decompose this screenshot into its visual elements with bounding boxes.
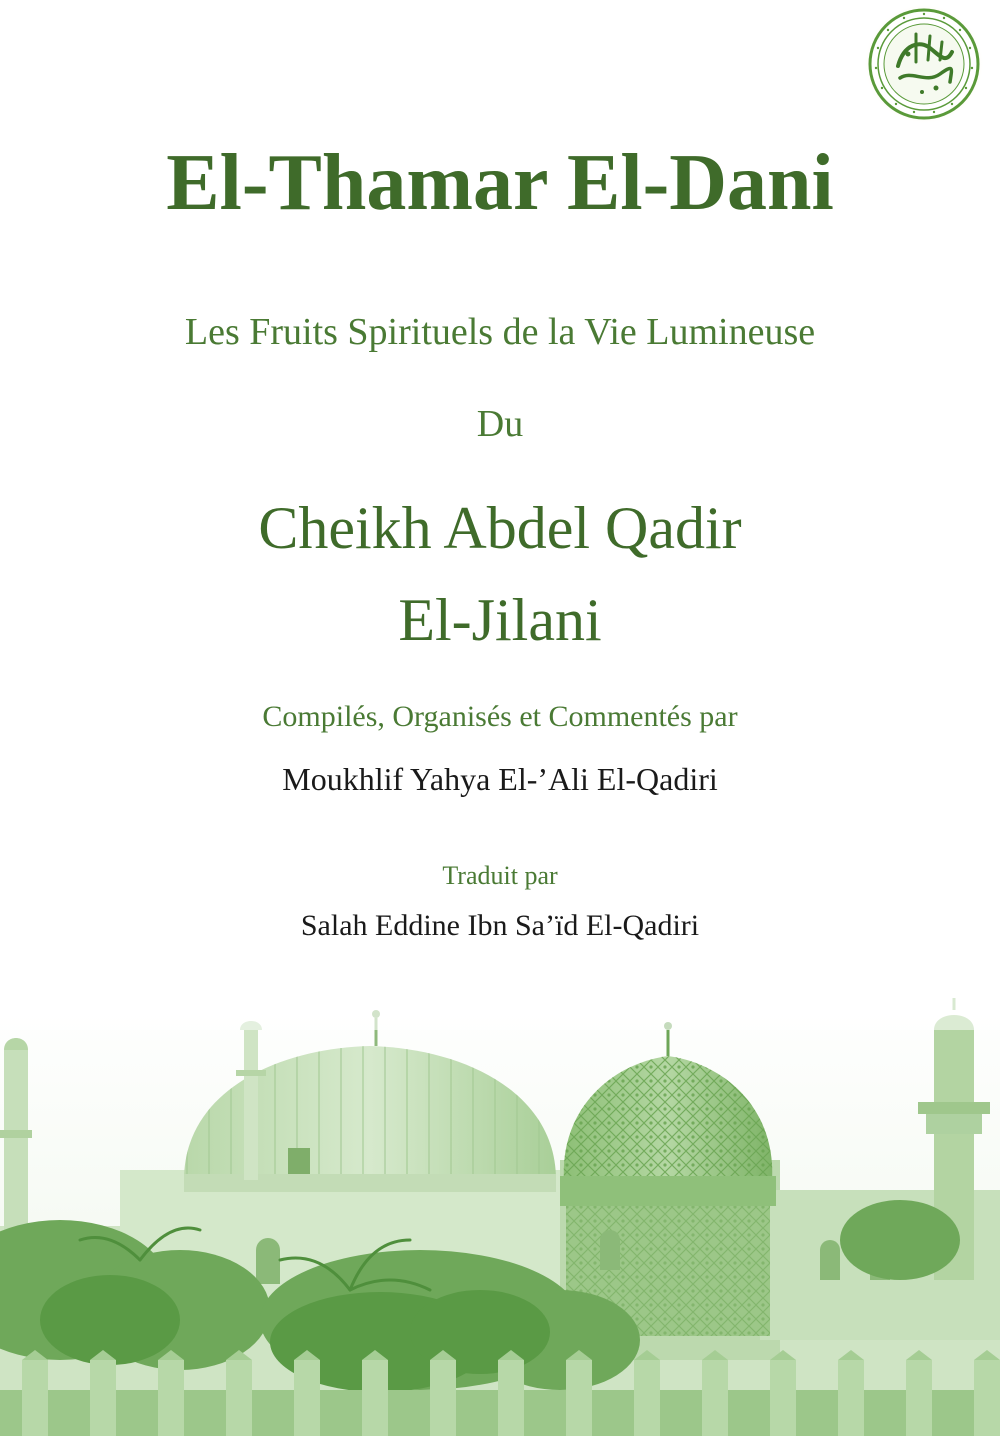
calligraphy-seal-icon bbox=[860, 4, 988, 124]
compiled-by-label: Compilés, Organisés et Commentés par bbox=[262, 700, 738, 733]
author-name-line1: Cheikh Abdel Qadir bbox=[258, 495, 742, 561]
mosque-photo bbox=[0, 990, 1000, 1436]
book-subtitle: Les Fruits Spirituels de la Vie Lumineuse bbox=[184, 311, 816, 353]
author-name-line2: El-Jilani bbox=[398, 587, 602, 653]
book-title: El-Thamar El-Dani bbox=[166, 139, 834, 227]
connector-text: Du bbox=[476, 403, 524, 445]
translated-by-label: Traduit par bbox=[442, 861, 558, 890]
compiler-name: Moukhlif Yahya El-’Ali El-Qadiri bbox=[282, 761, 718, 797]
translator-name: Salah Eddine Ibn Sa’ïd El-Qadiri bbox=[300, 909, 700, 942]
